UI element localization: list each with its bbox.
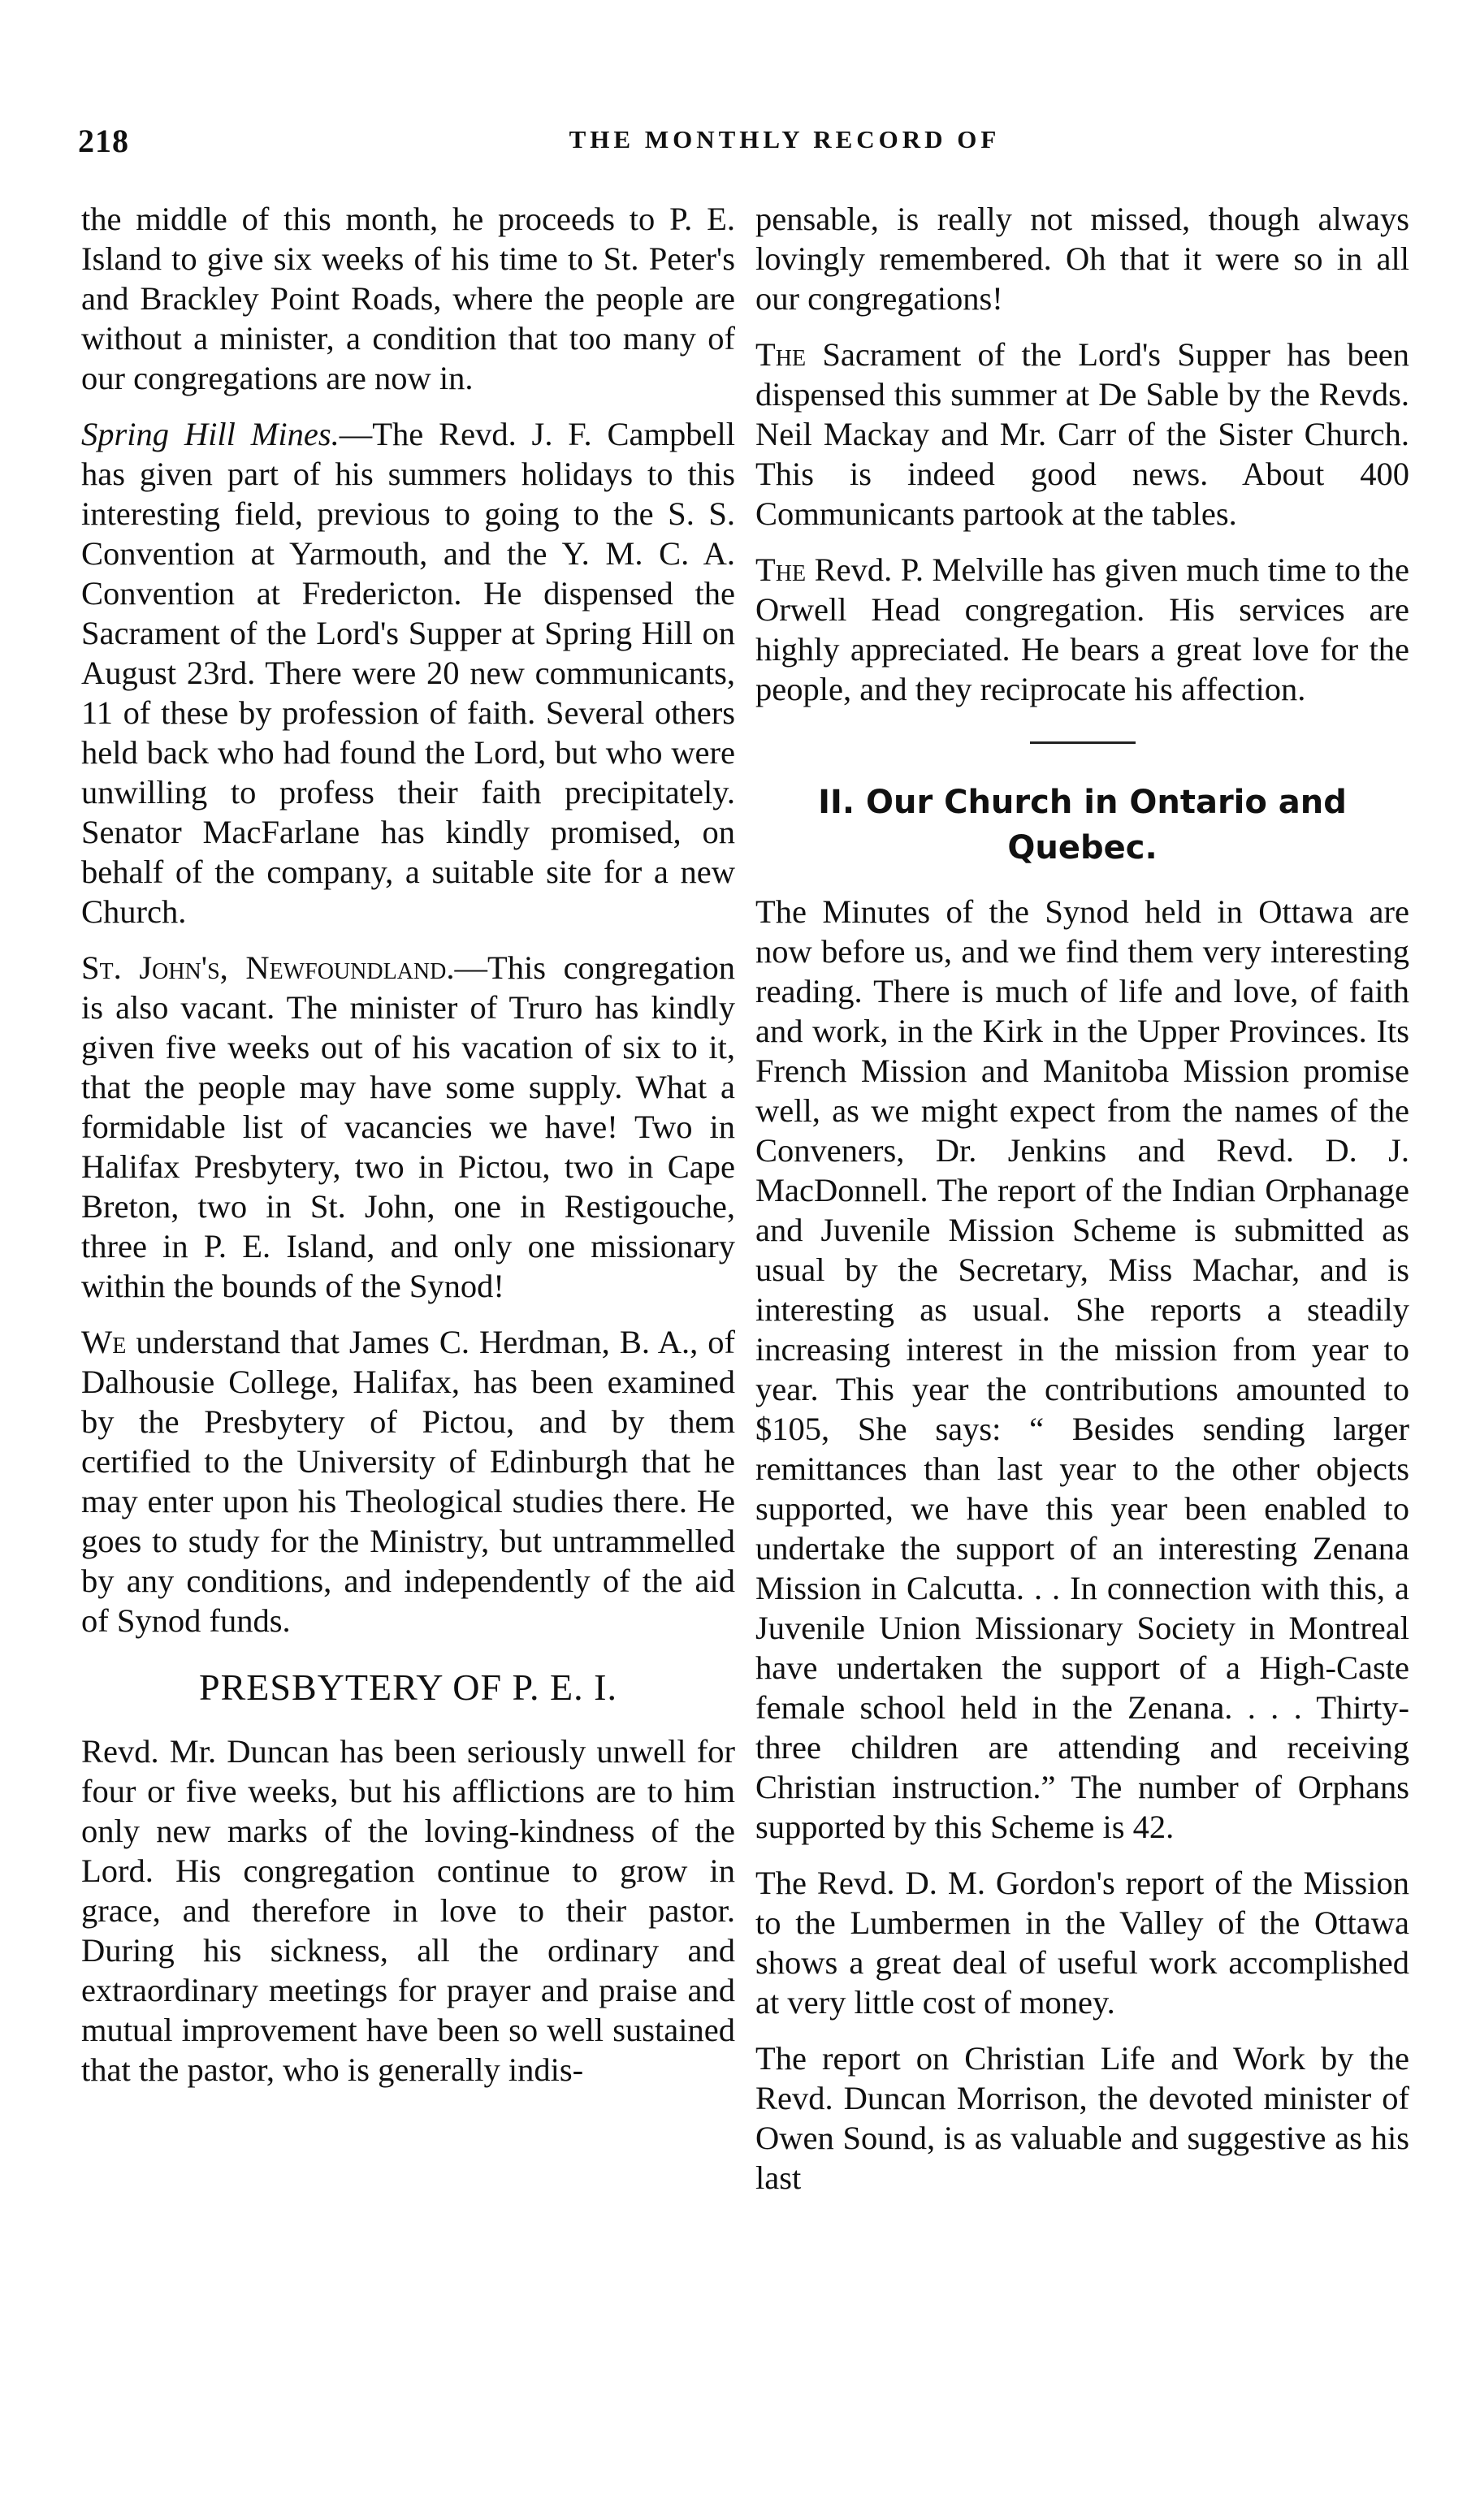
paragraph-synod-minutes: The Minutes of the Synod held in Ottawa are now before us, and we find them very interesting reading. There is much of life and love, of faith and work, in the Kirk in the Upper Provinces. Its French Mission and Manitoba Mission promise well, as we might expect from the names of the Conveners, Dr. Jenkins and Revd. D. J. MacDonnell. The report of the Indian Orphanage and Juvenile Mission Scheme is submitted as usual by the Secretary, Miss Machar, and is interesting as usual. She reports a steadily increasing interest in the mission from year to year. This year the contributions amounted to $105, She says: “ Besides sending larger remittances than last year to the other objects supported, we have this year been enabled to undertake the support of an interesting Zenana Mission in Calcutta. . . In connection with this, a Juvenile Union Missionary Society in Montreal have undertaken the support of a High-Caste female school held in the Zenana. . . . Thirty-three children are attending and receiving Christian instruction.” The number of Orphans supported by this Scheme is 42.: [755, 893, 1409, 1845]
section-title-presbytery: PRESBYTERY OF P. E. I.: [199, 1666, 617, 1708]
paragraph-continued: pensable, is really not missed, though always lovingly remembered. Oh that it were so in all our congregations!: [755, 201, 1409, 317]
st-johns-body: —This congregation is also vacant. The minister of Truro has kindly given five weeks out of his vacation of six to it, that the people may have some supply. What a formidable list of vacancies we have! Two in Halifax Presbytery, two in Pictou, two in Cape Breton, two in St. John, one in Restigouche, three in P. E. Island, and only one missionary within the bounds of the Synod!: [81, 949, 735, 1304]
paragraph-st-johns: [81, 948, 735, 1306]
paragraph-continuation: the middle of this month, he proceeds to P. E. Island to give six weeks of his time to St. Peter's and Brackley Point Roads, where the people are without a minister, a condition that too many of our congregations are now in.: [81, 201, 735, 396]
herdman-lead: We: [81, 1324, 127, 1360]
melville-lead: The: [755, 551, 807, 588]
paragraph-lumbermen: The Revd. D. M. Gordon's report of the Mission to the Lumbermen in the Valley of the Ottawa shows a great deal of useful work accomplished at very little cost of money.: [755, 1865, 1409, 2021]
page-header: [78, 122, 1410, 171]
herdman-body: understand that James C. Herdman, B. A., of Dalhousie College, Halifax, has been examined by the Presbytery of Pictou, and by them certified to the University of Edinburgh that he may enter upon his Theological studies there. He goes to study for the Ministry, but untrammelled by any conditions, and independently of the aid of Synod funds.: [81, 1324, 735, 1639]
section-divider: [1030, 741, 1136, 744]
st-johns-lead: St. John's, Newfoundland.: [81, 949, 455, 986]
sacrament-body: Sacrament of the Lord's Supper has been dispensed this summer at De Sable by the Revds. Neil Mackay and Mr. Carr of the Sister Church. This is indeed good news. About 400 Communicants partook at the tables.: [755, 336, 1409, 532]
running-head: THE MONTHLY RECORD OF: [569, 125, 1001, 153]
paragraph-sacrament: [755, 335, 1409, 534]
left-column: [81, 199, 735, 2106]
paragraph-christian-life: The report on Christian Life and Work by the Revd. Duncan Morrison, the devoted minister of Owen Sound, is as valuable and suggestive as his last: [755, 2040, 1409, 2196]
paragraph-spring-hill: [81, 414, 735, 931]
right-column: [755, 199, 1409, 2214]
paragraph-melville: [755, 550, 1409, 709]
sacrament-lead: The: [755, 336, 807, 373]
sub-heading-ontario-quebec: II. Our Church in Ontario and Quebec.: [818, 784, 1347, 867]
page-number: 218: [78, 123, 129, 159]
paragraph-herdman: [81, 1322, 735, 1640]
spring-hill-body: —The Revd. J. F. Campbell has given part of his summers holidays to this interesting field, previous to going to the S. S. Convention at Yarmouth, and the Y. M. C. A. Convention at Fredericton. He dispensed the Sacrament of the Lord's Supper at Spring Hill on August 23rd. There were 20 new communicants, 11 of these by profession of faith. Several others held back who had found the Lord, but who were unwilling to profess their faith precipitately. Senator MacFarlane has kindly promised, on behalf of the company, a suitable site for a new Church.: [81, 416, 735, 930]
paragraph-duncan: Revd. Mr. Duncan has been seriously unwell for four or five weeks, but his afflictions are to him only new marks of the loving-kindness of the Lord. His congregation continue to grow in grace, and therefore in love to their pastor. During his sickness, all the ordinary and extraordinary meetings for prayer and praise and mutual improvement have been so well sustained that the pastor, who is generally indis-: [81, 1733, 735, 2088]
melville-body: Revd. P. Melville has given much time to the Orwell Head congregation. His services are highly appreciated. He bears a great love for the people, and they reciprocate his affection.: [755, 551, 1409, 707]
spring-hill-lead: Spring Hill Mines.: [81, 416, 340, 452]
